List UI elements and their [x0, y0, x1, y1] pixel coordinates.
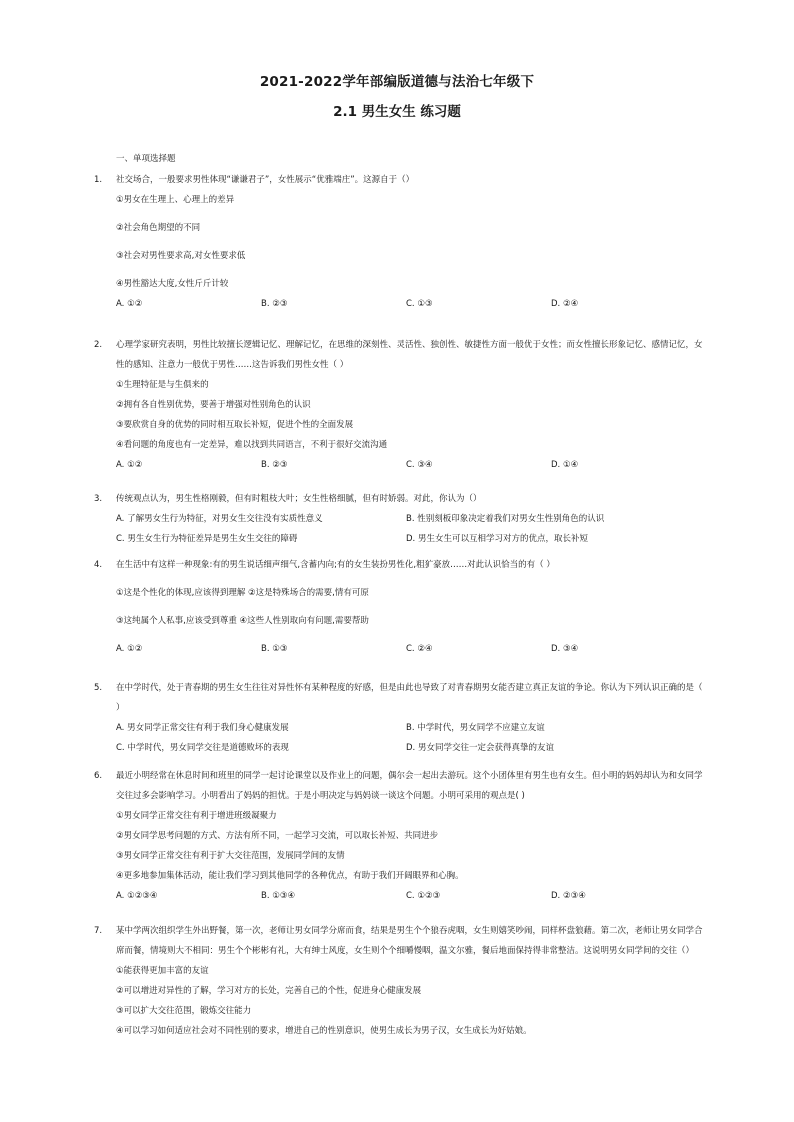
statement-item: ①这是个性化的体现,应该得到理解 ②这是特殊场合的需要,情有可原	[116, 588, 369, 598]
statement-item: ④男性豁达大度,女性斤斤计较	[116, 279, 229, 289]
option-c[interactable]: C. ①②③	[406, 891, 441, 901]
answer-options	[116, 718, 704, 738]
option-d[interactable]: D. ①④	[551, 460, 579, 470]
option-d[interactable]: D. ②④	[551, 299, 579, 309]
option-a[interactable]: A. ①②	[116, 299, 143, 309]
statement-item: ①男女在生理上、心理上的差异	[116, 195, 235, 205]
option-b[interactable]: B. ②③	[261, 460, 288, 470]
question-stem: 在中学时代，处于青春期的男生女生往往对异性怀有某种程度的好感，但是由此也导致了对青春期男女能否建立真正友谊的争论。你认为下列认识正确的是（ ）	[116, 683, 703, 713]
option-a[interactable]: A. ①②③④	[116, 891, 158, 901]
statement-item: ②社会角色期望的不同	[116, 223, 201, 233]
question-4	[94, 555, 704, 659]
statement-item: ③这纯属个人私事,应该受到尊重 ④这些人性别取向有问题,需要帮助	[116, 616, 369, 626]
answer-options	[116, 529, 704, 549]
option-b[interactable]: B. ①③	[261, 644, 288, 654]
option-d[interactable]: D. ②③④	[551, 891, 586, 901]
question-stem: 最近小明经常在休息时间和班里的同学一起讨论课堂以及作业上的问题，偶尔会一起出去游玩。这个小团体里有男生也有女生。但小明的妈妈却认为和女同学交往过多会影响学习。小明看出了妈妈的担忧。于是小明决定与妈妈谈一谈这个问题。小明可采用的观点是( )	[116, 771, 703, 801]
answer-options	[116, 455, 704, 475]
question-number: 7.	[94, 926, 103, 936]
option-a[interactable]: A. ①②	[116, 644, 143, 654]
question-number: 4.	[94, 560, 103, 570]
option-d[interactable]: D. 男女同学交往一定会获得真挚的友谊	[406, 743, 554, 753]
statement-item: ①生理特征是与生俱来的	[116, 380, 209, 390]
option-a[interactable]: A. 男女同学正常交往有利于我们身心健康发展	[116, 723, 289, 733]
question-stem: 某中学两次组织学生外出野餐，第一次，老师让男女同学分席而食，结果是男生个个狼吞虎咽，女生则嬉笑吵闹，同样杯盘狼藉。第二次，老师让男女同学合席而餐，情境则大不相同：男生个个彬彬有礼，大有绅士风度，女生则个个细嚼慢咽，温文尔雅，餐后地面保持得非常整洁。这说明男女同学间的交往（）	[116, 926, 703, 956]
option-d[interactable]: D. 男生女生可以互相学习对方的优点，取长补短	[406, 534, 588, 544]
statement-item: ④看问题的角度也有一定差异，难以找到共同语言，不利于很好交流沟通	[116, 440, 388, 450]
answer-options	[116, 639, 704, 659]
option-c[interactable]: C. 中学时代，男女同学交往是道德败坏的表现	[116, 743, 289, 753]
question-number: 5.	[94, 683, 103, 693]
question-number: 1.	[94, 175, 103, 185]
question-2	[94, 335, 704, 475]
question-7	[94, 921, 704, 1041]
document-title: 2021-2022学年部编版道德与法治七年级下	[259, 74, 535, 90]
question-1	[94, 170, 704, 314]
option-a[interactable]: A. 了解男女生行为特征，对男女生交往没有实质性意义	[116, 514, 323, 524]
question-stem: 社交场合，一般要求男性体现“谦谦君子”，女性展示“优雅端庄”。这源自于（）	[116, 175, 415, 185]
option-c[interactable]: C. ③④	[406, 460, 433, 470]
question-3	[94, 489, 704, 549]
statement-item: ①男女同学正常交往有利于增进班级凝聚力	[116, 811, 277, 821]
question-6	[94, 766, 704, 906]
option-b[interactable]: B. 性别刻板印象决定着我们对男女生性别角色的认识	[406, 514, 605, 524]
option-c[interactable]: C. ②④	[406, 644, 433, 654]
option-b[interactable]: B. 中学时代，男女同学不应建立友谊	[406, 723, 545, 733]
answer-options	[116, 886, 704, 906]
section-heading: 一、单项选择题	[116, 154, 176, 164]
option-c[interactable]: C. ①③	[406, 299, 433, 309]
option-b[interactable]: B. ②③	[261, 299, 288, 309]
statement-item: ③可以扩大交往范围，锻炼交往能力	[116, 1006, 252, 1016]
question-stem: 心理学家研究表明，男性比较擅长逻辑记忆、理解记忆，在思维的深刻性、灵活性、独创性、敏捷性方面一般优于女性；而女性擅长形象记忆、感情记忆，女性的感知、注意力一般优于男性……这告诉我们男性女性（ ）	[116, 340, 703, 370]
question-number: 3.	[94, 494, 103, 504]
statement-item: ②拥有各自性别优势，要善于增强对性别角色的认识	[116, 400, 311, 410]
statement-item: ③社会对男性要求高,对女性要求低	[116, 251, 246, 261]
question-stem: 在生活中有这样一种现象:有的男生说话细声细气,含蓄内向;有的女生装扮男性化,粗犷豪放……对此认识恰当的有（ ）	[116, 560, 555, 570]
statement-item: ③要欣赏自身的优势的同时相互取长补短，促进个性的全面发展	[116, 420, 354, 430]
question-5	[94, 678, 704, 758]
answer-options	[116, 509, 704, 529]
option-d[interactable]: D. ③④	[551, 644, 579, 654]
answer-options	[116, 738, 704, 758]
statement-item: ①能获得更加丰富的友谊	[116, 966, 209, 976]
statement-item: ④可以学习如何适应社会对不同性别的要求，增进自己的性别意识，使男生成长为男子汉，女生成长为好姑娘。	[116, 1026, 532, 1036]
statement-item: ③男女同学正常交往有利于扩大交往范围，发展同学间的友情	[116, 851, 345, 861]
option-c[interactable]: C. 男生女生行为特征差异是男生女生交往的障碍	[116, 534, 298, 544]
statement-item: ②男女同学思考问题的方式、方法有所不同，一起学习交流，可以取长补短、共同进步	[116, 831, 439, 841]
question-number: 2.	[94, 340, 103, 350]
option-a[interactable]: A. ①②	[116, 460, 143, 470]
question-number: 6.	[94, 771, 103, 781]
option-b[interactable]: B. ①③④	[261, 891, 296, 901]
document-subtitle: 2.1 男生女生 练习题	[333, 104, 461, 120]
statement-item: ④更多地参加集体活动，能让我们学习到其他同学的各种优点，有助于我们开阔眼界和心胸。	[116, 871, 464, 881]
statement-item: ②可以增进对异性的了解，学习对方的长处，完善自己的个性，促进身心健康发展	[116, 986, 422, 996]
question-stem: 传统观点认为，男生性格刚毅，但有时粗枝大叶；女生性格细腻，但有时娇弱。对此，你认为（）	[116, 494, 482, 504]
answer-options	[116, 294, 704, 314]
